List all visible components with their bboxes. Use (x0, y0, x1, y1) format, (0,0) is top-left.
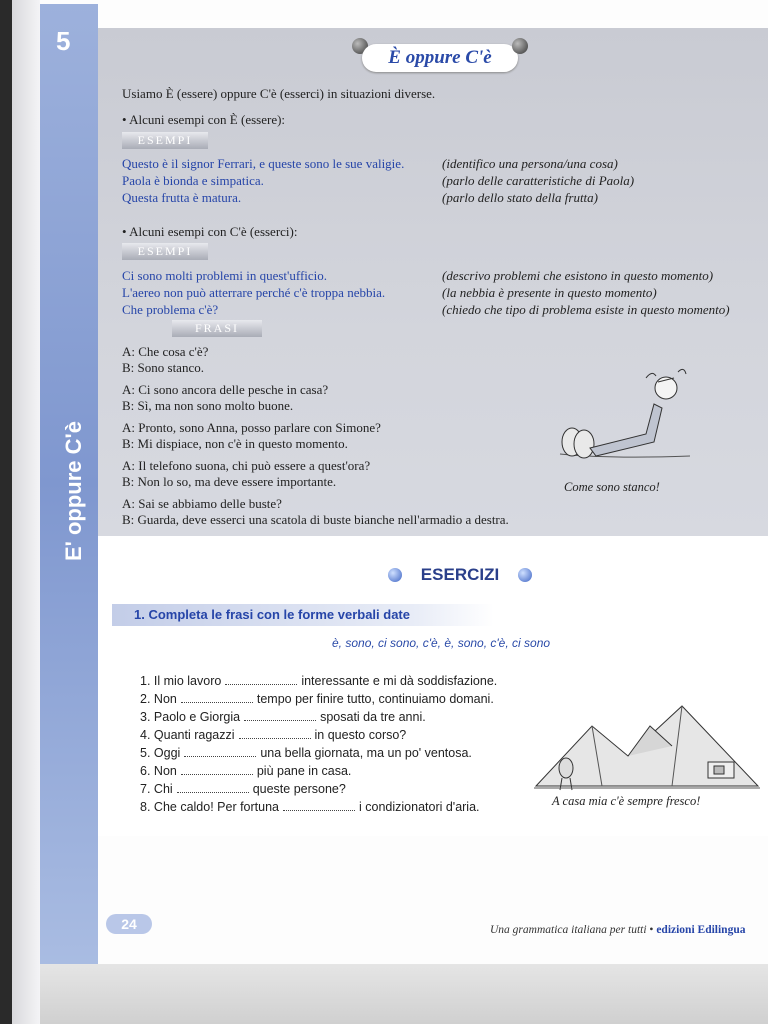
frasi-line-8: B: Non lo so, ma deve essere importante. (122, 474, 337, 489)
scan-bottom-margin (40, 964, 768, 1024)
item-number: 5. (140, 746, 151, 760)
pyramids-illustration (532, 696, 762, 792)
page-number: 24 (106, 914, 152, 934)
item-number: 1. (140, 674, 151, 688)
esercizi-title-wrap (390, 564, 530, 586)
answer-blank[interactable] (181, 762, 253, 775)
footer-publisher: edizioni Edilingua (656, 924, 746, 936)
esercizi-title: ESERCIZI (420, 565, 500, 584)
section1-note-2: (parlo delle caratteristiche di Paola) (442, 173, 635, 188)
item-text-after: in questo corso? (314, 728, 407, 742)
item-number: 3. (140, 710, 151, 724)
item-number: 4. (140, 728, 151, 742)
section2-esempi-label: ESEMPI (122, 243, 208, 260)
exercise-1-word-bank: è, sono, ci sono, c'è, è, sono, c'è, ci sono (332, 636, 551, 650)
frasi-line-10: B: Guarda, deve esserci una scatola di buste bianche nell'armadio a destra. (122, 512, 509, 527)
exercise-item-1 (140, 672, 497, 688)
item-number: 2. (140, 692, 151, 706)
frasi-line-9: A: Sai se abbiamo delle buste? (122, 496, 282, 511)
frasi-line-6: B: Mi dispiace, non c'è in questo momento. (122, 436, 348, 451)
intro-text: Usiamo È (essere) oppure C'è (esserci) in situazioni diverse. (122, 86, 436, 101)
item-text-before: Che caldo! Per fortuna (153, 800, 279, 814)
esercizi-right-dot (518, 568, 532, 582)
item-text-after: i condizionatori d'aria. (359, 800, 480, 814)
footer-book-title: Una grammatica italiana per tutti (490, 924, 647, 936)
item-text-before: Quanti ragazzi (153, 728, 235, 742)
exercise-item-8 (140, 798, 480, 814)
answer-blank[interactable] (225, 672, 297, 685)
item-number: 7. (140, 782, 151, 796)
section2-example-1: Ci sono molti problemi in quest'ufficio. (122, 268, 328, 283)
item-text-after: interessante e mi dà soddisfazione. (301, 674, 498, 688)
frasi-line-3: A: Ci sono ancora delle pesche in casa? (122, 382, 329, 397)
exercise-item-2 (140, 690, 494, 706)
exercise-item-3 (140, 708, 426, 724)
frasi-line-5: A: Pronto, sono Anna, posso parlare con Simone? (122, 420, 381, 435)
frasi-line-2: B: Sono stanco. (122, 360, 204, 375)
section2-heading: • Alcuni esempi con C'è (esserci): (122, 224, 298, 239)
section1-heading: • Alcuni esempi con È (essere): (122, 112, 286, 127)
frasi-caption: Come sono stanco! (564, 480, 660, 494)
section1-example-1: Questo è il signor Ferrari, e queste sono le sue valigie. (122, 156, 405, 171)
item-text-before: Chi (153, 782, 173, 796)
answer-blank[interactable] (181, 690, 253, 703)
section2-example-2: L'aereo non può atterrare perché c'è troppa nebbia. (122, 285, 386, 300)
chapter-number: 5 (56, 26, 71, 56)
answer-blank[interactable] (177, 780, 249, 793)
item-text-before: Non (153, 692, 177, 706)
answer-blank[interactable] (184, 744, 256, 757)
footer-credit (490, 924, 745, 936)
section2-note-3: (chiedo che tipo di problema esiste in questo momento) (442, 302, 730, 317)
page-gutter (12, 0, 40, 1024)
exercise-1-title: 1. Completa le frasi con le forme verbali date (112, 604, 494, 626)
item-text-after: queste persone? (252, 782, 346, 796)
item-text-before: Paolo e Giorgia (153, 710, 241, 724)
pyramids-caption: A casa mia c'è sempre fresco! (552, 794, 701, 808)
chapter-side-title: E' oppure C'è (61, 420, 86, 562)
answer-blank[interactable] (239, 726, 311, 739)
item-text-before: Non (153, 764, 177, 778)
exercise-item-5 (140, 744, 472, 760)
exercise-item-4 (140, 726, 406, 742)
section1-esempi-label: ESEMPI (122, 132, 208, 149)
exercise-item-7 (140, 780, 346, 796)
frasi-line-1: A: Che cosa c'è? (122, 344, 209, 359)
item-text-after: sposati da tre anni. (320, 710, 426, 724)
item-text-after: più pane in casa. (256, 764, 352, 778)
section1-note-3: (parlo dello stato della frutta) (442, 190, 598, 205)
exercise-item-6 (140, 762, 351, 778)
frasi-line-7: A: Il telefono suona, chi può essere a quest'ora? (122, 458, 371, 473)
tired-man-illustration (550, 364, 700, 474)
esercizi-left-dot (388, 568, 402, 582)
page-title: È oppure C'è (362, 44, 518, 72)
section1-note-1: (identifico una persona/una cosa) (442, 156, 618, 171)
title-banner (352, 38, 530, 74)
item-number: 8. (140, 800, 151, 814)
frasi-line-4: B: Sì, ma non sono molto buone. (122, 398, 294, 413)
footer-bullet: • (649, 924, 654, 936)
item-text-after: una bella giornata, ma un po' ventosa. (260, 746, 472, 760)
section2-example-3: Che problema c'è? (122, 302, 219, 317)
title-right-ball (512, 38, 528, 54)
section1-example-3: Questa frutta è matura. (122, 190, 242, 205)
book-page (12, 0, 768, 1024)
answer-blank[interactable] (283, 798, 355, 811)
section2-note-1: (descrivo problemi che esistono in questo momento) (442, 268, 714, 283)
frasi-label: FRASI (172, 320, 262, 337)
section2-note-2: (la nebbia è presente in questo momento) (442, 285, 657, 300)
item-text-before: Oggi (153, 746, 181, 760)
item-text-after: tempo per finire tutto, continuiamo domani. (256, 692, 494, 706)
item-text-before: Il mio lavoro (153, 674, 222, 688)
item-number: 6. (140, 764, 151, 778)
section1-example-2: Paola è bionda e simpatica. (122, 173, 264, 188)
answer-blank[interactable] (244, 708, 316, 721)
